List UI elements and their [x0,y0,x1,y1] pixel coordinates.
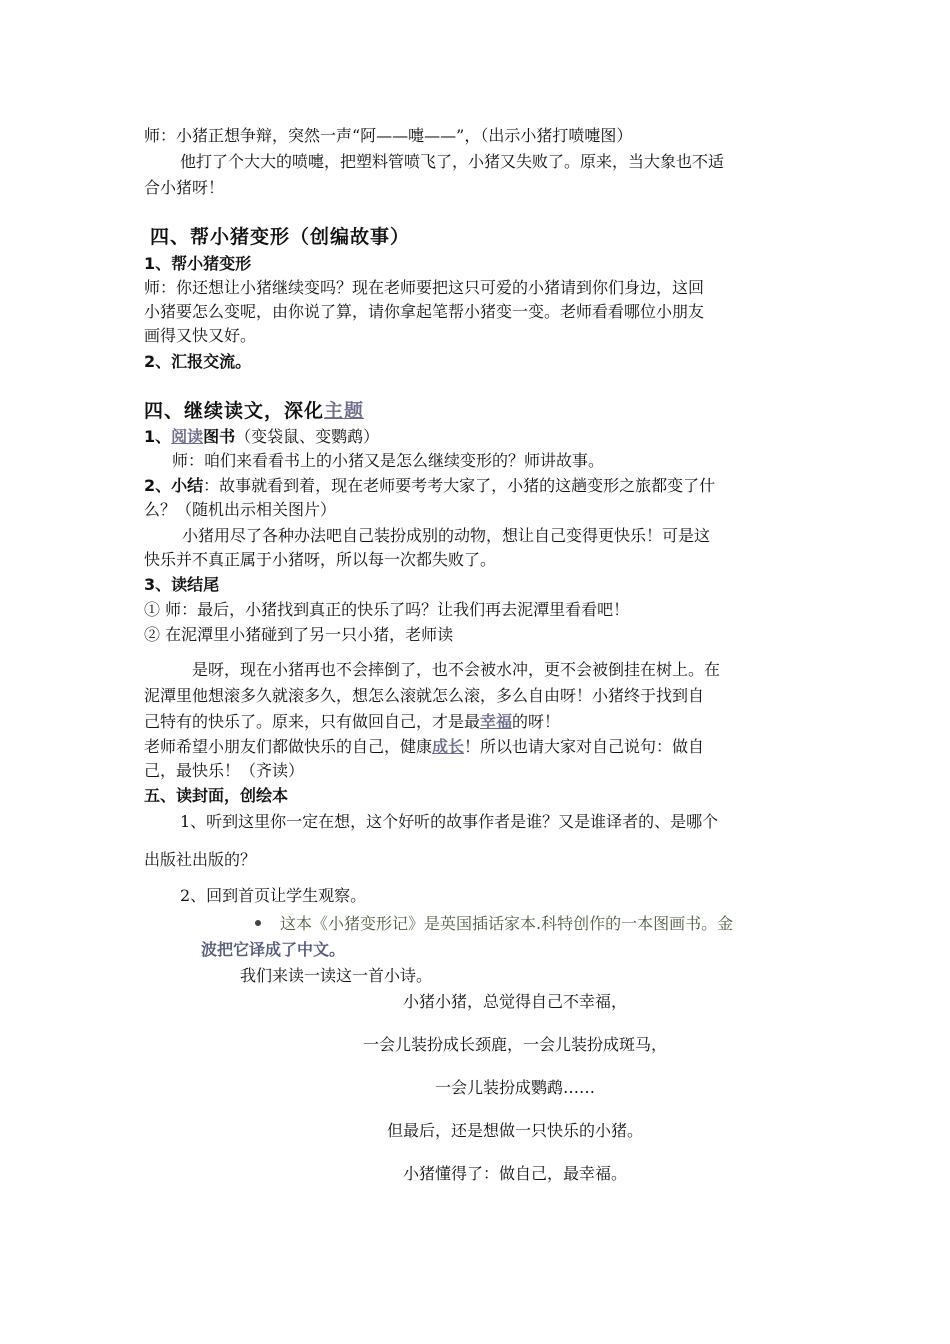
paragraph-line: 师：你还想让小猪继续变吗？现在老师要把这只可爱的小猪请到你们身边，这回 [144,278,705,297]
text-span: ！所以也请大家对自己说句：做自 [464,737,705,756]
subsection-line [144,474,814,498]
paragraph-line [144,735,814,759]
paragraph-line: 师：小猪正想争辩，突然一声“阿——嚏——”，（出示小猪打喷嚏图） [144,126,633,145]
paragraph-line: 己，最快乐！（齐读） [144,761,305,780]
bullet-line: 这本《小猪变形记》是英国插话家本.科特创作的一本图画书。金 [280,914,734,933]
heading-text: 四、继续读文，深化 [144,400,325,422]
subsection-heading: 3、读结尾 [144,575,220,594]
item-number: 1、 [144,427,172,446]
bullet-line: 波把它译成了中文。 [201,940,346,959]
paragraph-line: 是呀，现在小猪再也不会摔倒了，也不会被水冲，更不会被倒挂在树上。在 [192,660,721,679]
paragraph-line: 画得又快又好。 [144,326,257,345]
item-note: （变袋鼠、变鹦鹉） [235,427,380,446]
section-heading: 四、帮小猪变形（创编故事） [150,226,411,248]
paragraph-line: 2、回到首页让学生观察。 [180,886,367,905]
text-span: 老师希望小朋友们都做快乐的自己，健康 [144,737,433,756]
theme-link[interactable]: 主题 [324,400,365,422]
list-item: ① 师：最后，小猪找到真正的快乐了吗？让我们再去泥潭里看看吧！ [144,600,630,619]
subsection-heading: 2、汇报交流。 [144,352,252,371]
paragraph-line: 我们来读一读这一首小诗。 [240,966,433,985]
poem-line: 一会儿装扮成鹦鹉…… [434,1078,595,1097]
poem-line: 一会儿装扮成长颈鹿，一会儿装扮成斑马， [362,1035,667,1054]
paragraph-line: 快乐并不真正属于小猪呀，所以每一次都失败了。 [144,550,497,569]
paragraph-line: 合小猪呀！ [144,178,225,197]
happiness-link[interactable]: 幸福 [480,712,513,731]
paragraph-line: 泥潭里他想滚多久就滚多久，想怎么滚就怎么滚，多么自由呀！小猪终于找到自 [144,686,705,705]
poem-line: 小猪懂得了：做自己，最幸福。 [402,1164,627,1183]
paragraph-line: 小猪要怎么变呢，由你说了算，请你拿起笔帮小猪变一变。老师看看哪位小朋友 [144,302,705,321]
poem-line: 但最后，还是想做一只快乐的小猪。 [386,1121,643,1140]
subsection-line [144,425,814,449]
paragraph-line: 师：咱们来看看书上的小猪又是怎么继续变形的？师讲故事。 [172,451,605,470]
subsection-heading: 1、帮小猪变形 [144,254,252,273]
section-heading: 五、读封面，创绘本 [144,786,289,805]
bullet-icon [255,920,261,926]
paragraph-line: 小猪用尽了各种办法吧自己装扮成别的动物，想让自己变得更快乐！可是这 [182,526,711,545]
item-title: 图书 [203,427,236,446]
item-title: 2、小结 [144,476,204,495]
paragraph-line: 出版社出版的？ [144,850,257,869]
paragraph-line: 1、听到这里你一定在想，这个好听的故事作者是谁？又是谁译者的、是哪个 [180,812,719,831]
paragraph-line [144,710,814,734]
item-text: ：故事就看到着，现在老师要考考大家了，小猪的这趟变形之旅都变了什 [203,476,716,495]
poem-line: 小猪小猪，总觉得自己不幸福， [402,992,627,1011]
text-span: 的呀！ [512,712,561,731]
paragraph-line: 么？（随机出示相关图片） [144,500,337,519]
read-link[interactable]: 阅读 [171,427,204,446]
list-item: ② 在泥潭里小猪碰到了另一只小猪，老师读 [144,625,454,644]
section-heading [144,399,814,423]
growth-link[interactable]: 成长 [432,737,465,756]
paragraph-line: 他打了个大大的喷嚏，把塑料管喷飞了，小猪又失败了。原来，当大象也不适 [180,152,725,171]
text-span: 己特有的快乐了。原来，只有做回自己，才是最 [144,712,481,731]
